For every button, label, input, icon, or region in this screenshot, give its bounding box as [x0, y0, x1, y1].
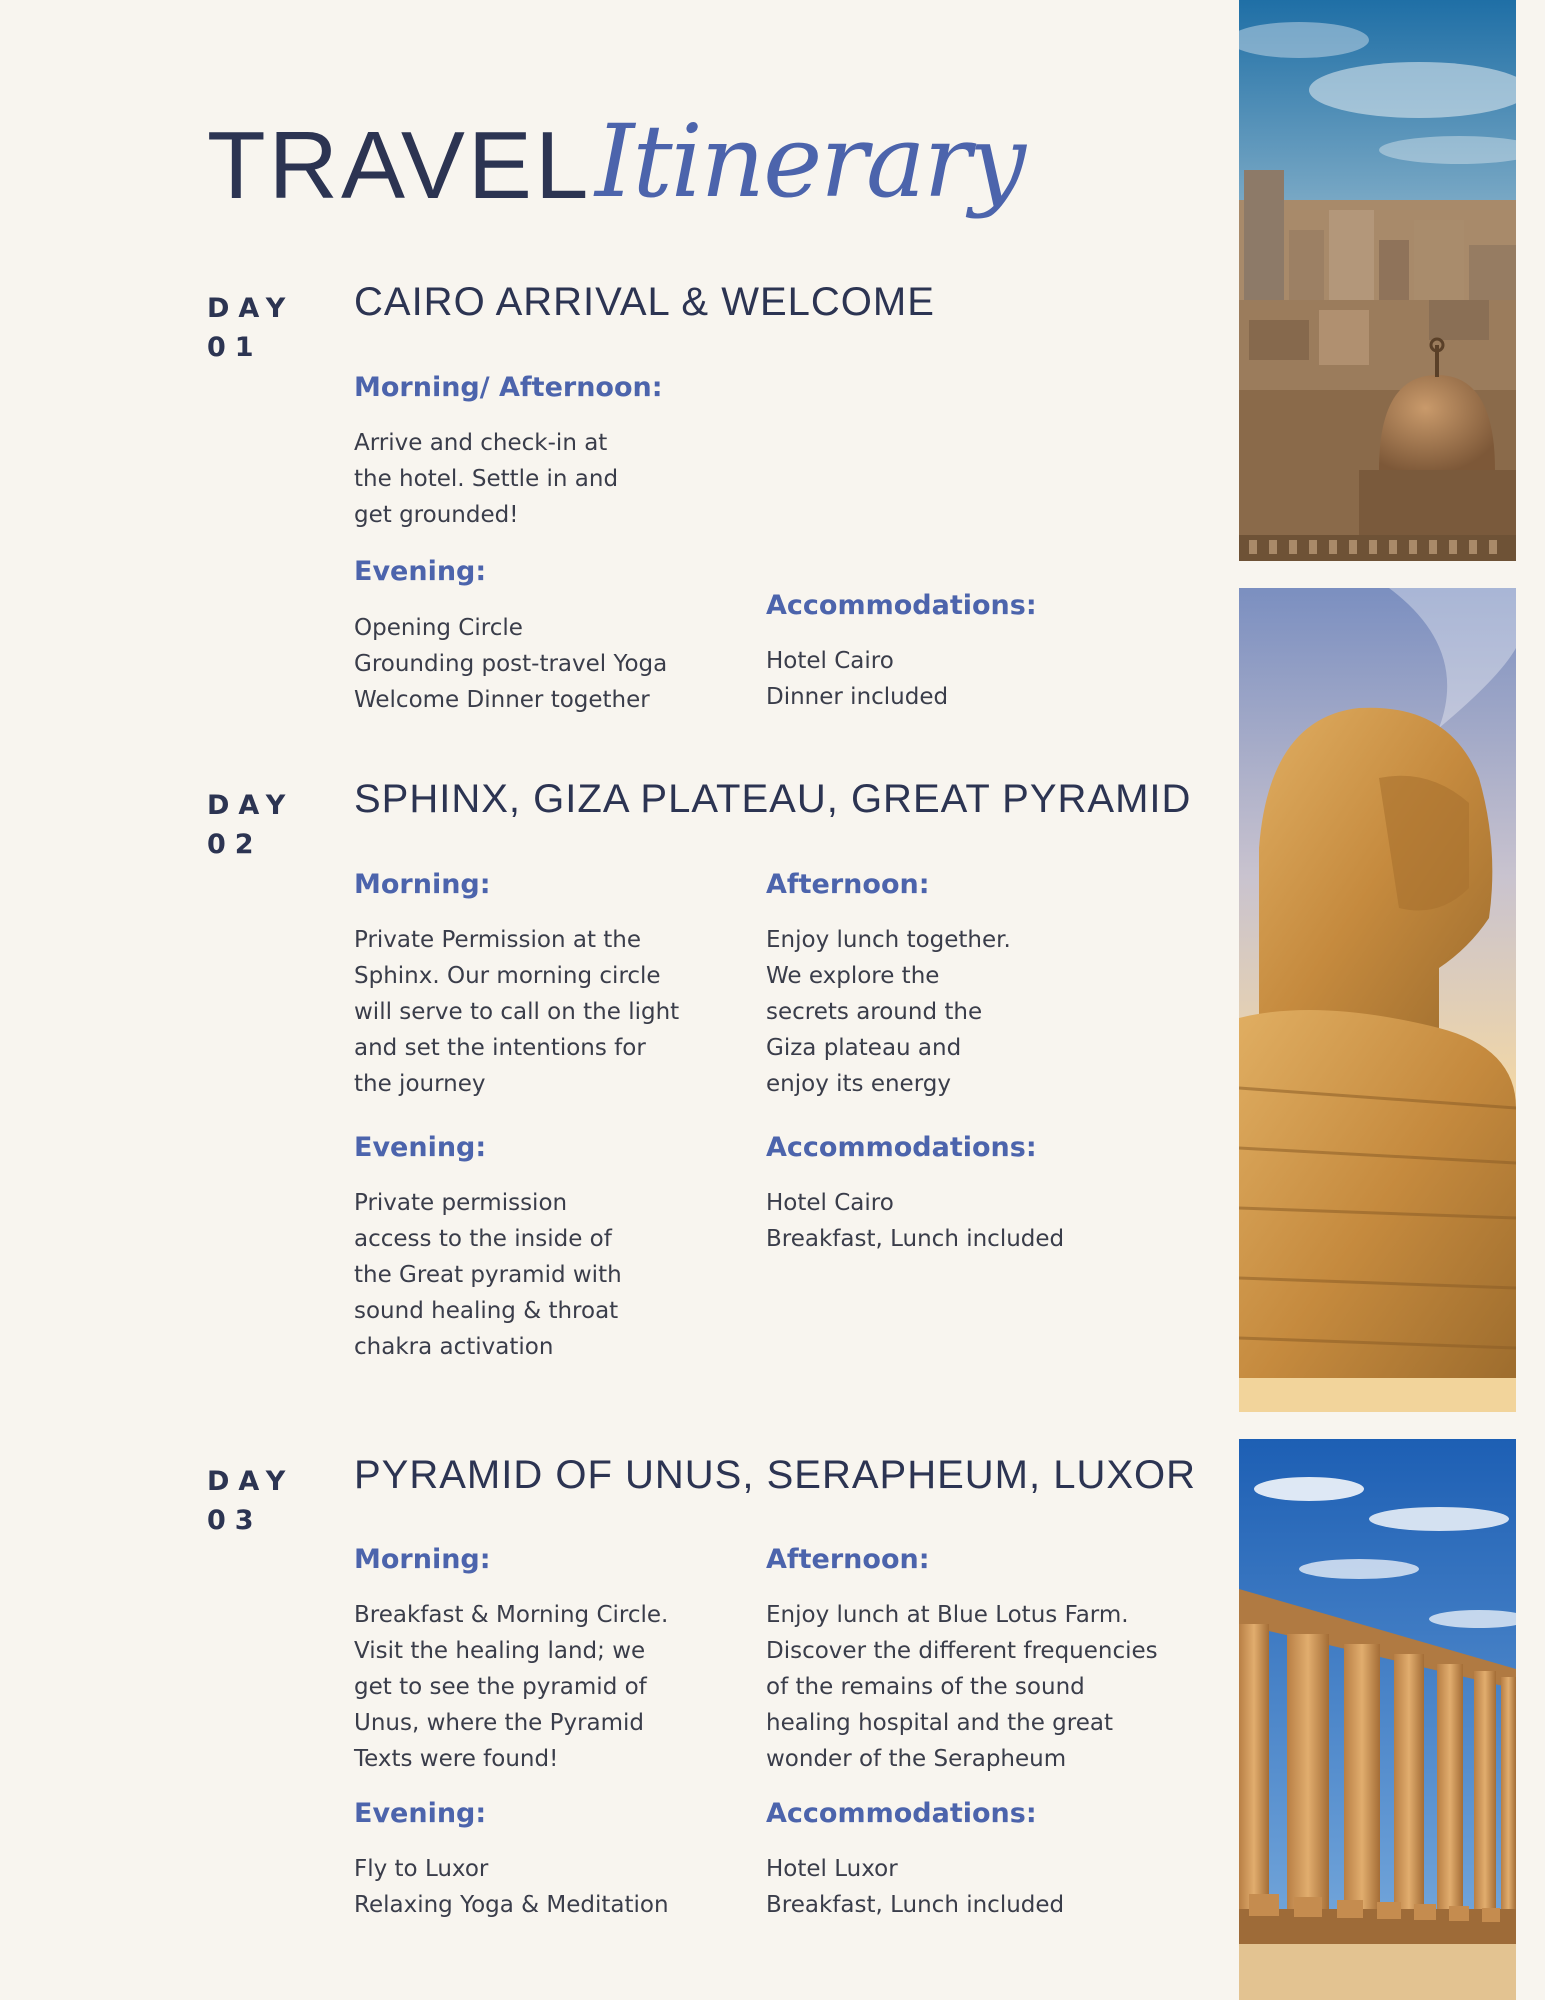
day-label: DAY 02 — [207, 790, 295, 860]
day-title: CAIRO ARRIVAL & WELCOME — [354, 280, 935, 324]
morning-afternoon-text: Arrive and check-in at the hotel. Settle in and get grounded! — [354, 430, 619, 528]
afternoon-heading: Afternoon: — [766, 1544, 930, 1575]
morning-afternoon-heading: Morning/ Afternoon: — [354, 372, 663, 403]
accommodations-heading: Accommodations: — [766, 1132, 1037, 1163]
accommodations-text: Hotel Cairo Dinner included — [766, 648, 949, 710]
morning-heading: Morning: — [354, 869, 491, 900]
afternoon-heading: Afternoon: — [766, 869, 930, 900]
evening-text: Opening Circle Grounding post-travel Yoga Welcome Dinner together — [354, 615, 668, 713]
afternoon-text: Enjoy lunch at Blue Lotus Farm. Discover the different frequencies of the remains of the sound healing hospital and the great wonder of the Serapheum — [766, 1602, 1158, 1772]
great-sphinx-photo — [1239, 588, 1516, 1412]
evening-heading: Evening: — [354, 556, 487, 587]
accommodations-text: Hotel Cairo Breakfast, Lunch included — [766, 1190, 1065, 1252]
evening-heading: Evening: — [354, 1798, 487, 1829]
cairo-cityscape-mosque-photo — [1239, 0, 1516, 561]
accommodations-heading: Accommodations: — [766, 590, 1037, 621]
morning-text: Breakfast & Morning Circle. Visit the healing land; we get to see the pyramid of Unus, where the Pyramid Texts were found! — [354, 1602, 669, 1772]
day-title: PYRAMID OF UNUS, SERAPHEUM, LUXOR — [354, 1453, 1197, 1497]
luxor-temple-colonnade-photo — [1239, 1439, 1516, 2000]
day-title: SPHINX, GIZA PLATEAU, GREAT PYRAMID — [354, 777, 1192, 821]
accommodations-heading: Accommodations: — [766, 1798, 1037, 1829]
accommodations-text: Hotel Luxor Breakfast, Lunch included — [766, 1856, 1065, 1918]
evening-text: Private permission access to the inside of the Great pyramid with sound healing & throat chakra activation — [354, 1190, 622, 1360]
evening-heading: Evening: — [354, 1132, 487, 1163]
day-label: DAY 01 — [207, 293, 295, 363]
day-label: DAY 03 — [207, 1466, 295, 1536]
morning-heading: Morning: — [354, 1544, 491, 1575]
afternoon-text: Enjoy lunch together. We explore the secrets around the Giza plateau and enjoy its energy — [766, 927, 1011, 1097]
page-title: TRAVEL — [207, 112, 592, 219]
page-title-script: Itinerary — [595, 103, 1024, 220]
evening-text: Fly to Luxor Relaxing Yoga & Meditation — [354, 1856, 669, 1918]
morning-text: Private Permission at the Sphinx. Our morning circle will serve to call on the light and set the intentions for the journey — [354, 927, 680, 1097]
